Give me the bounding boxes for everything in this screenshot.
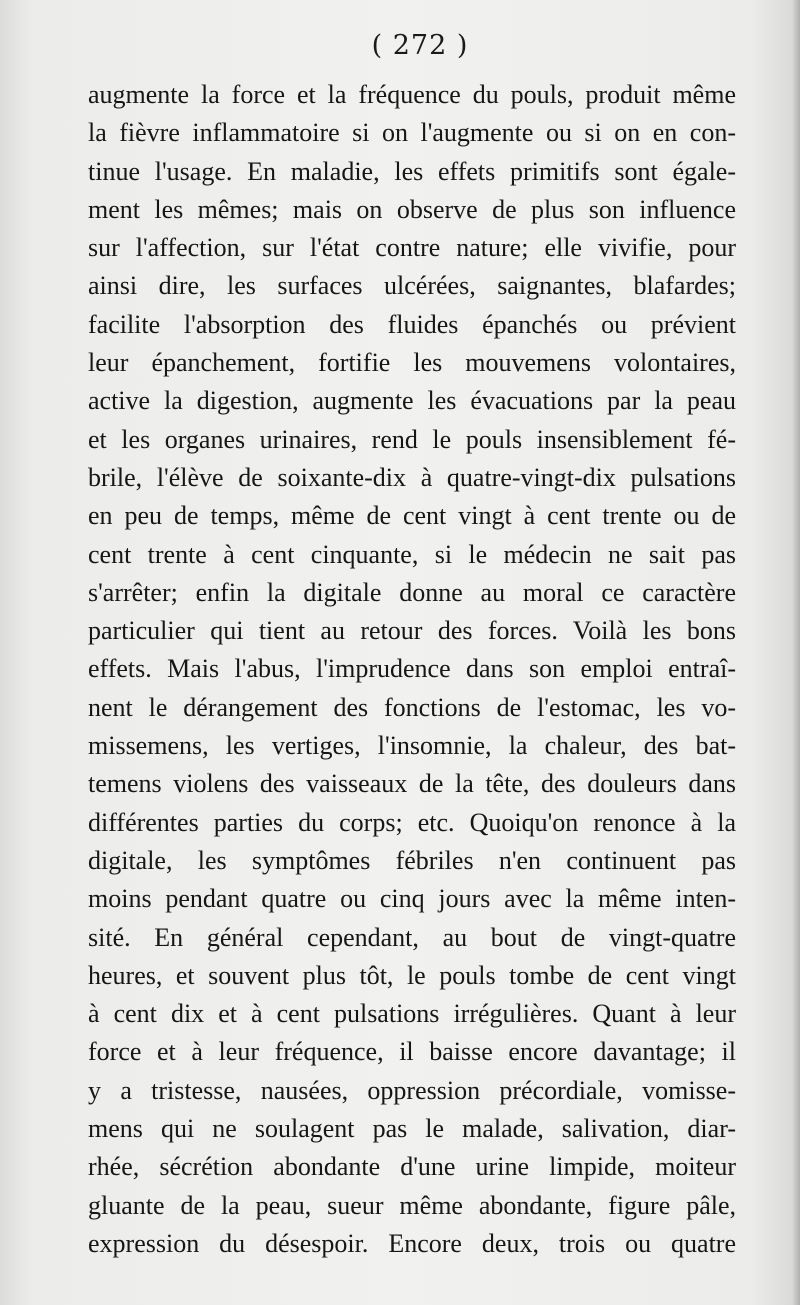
text-line: digitale, les symptômes fébriles n'en continuent pas	[88, 845, 736, 875]
text-line: y a tristesse, nausées, oppression précordiale, vomisse-	[88, 1075, 736, 1105]
text-line: active la digestion, augmente les évacuations par la peau	[88, 386, 736, 416]
text-line: moins pendant quatre ou cinq jours avec la même inten-	[88, 884, 736, 914]
text-line: gluante de la peau, sueur même abondante, figure pâle,	[88, 1190, 736, 1220]
text-line: s'arrêter; enfin la digitale donne au moral ce caractère	[88, 577, 736, 607]
text-line: particulier qui tient au retour des forces. Voilà les bons	[88, 616, 736, 646]
text-line: missemens, les vertiges, l'insomnie, la chaleur, des bat-	[88, 731, 736, 761]
text-line: expression du désespoir. Encore deux, trois ou quatre	[88, 1228, 736, 1258]
page-number: ( 272 )	[371, 30, 469, 61]
text-line: temens violens des vaisseaux de la tête, des douleurs dans	[88, 769, 736, 799]
text-line: leur épanchement, fortifie les mouvemens volontaires,	[88, 348, 736, 378]
text-line: la fièvre inflammatoire si on l'augmente ou si on en con-	[88, 118, 736, 148]
text-line: facilite l'absorption des fluides épanchés ou prévient	[88, 309, 736, 339]
text-line: sité. En général cependant, au bout de vingt-quatre	[88, 922, 736, 952]
text-line: différentes parties du corps; etc. Quoiqu'on renonce à la	[88, 807, 736, 837]
text-line: cent trente à cent cinquante, si le médecin ne sait pas	[88, 539, 736, 569]
text-line: nent le dérangement des fonctions de l'estomac, les vo-	[88, 692, 736, 722]
body-text	[88, 76, 736, 1263]
text-line: augmente la force et la fréquence du pouls, produit même	[88, 80, 736, 109]
text-line: force et à leur fréquence, il baisse encore davantage; il	[88, 1037, 736, 1067]
text-line: mens qui ne soulagent pas le malade, salivation, diar-	[88, 1114, 736, 1144]
text-line: tinue l'usage. En maladie, les effets primitifs sont égale-	[88, 156, 736, 186]
text-line: à cent dix et à cent pulsations irrégulières. Quant à leur	[88, 999, 736, 1029]
text-line: et les organes urinaires, rend le pouls insensiblement fé-	[88, 424, 736, 454]
text-line: heures, et souvent plus tôt, le pouls tombe de cent vingt	[88, 960, 736, 990]
text-line: ment les mêmes; mais on observe de plus son influence	[88, 194, 736, 224]
text-line: en peu de temps, même de cent vingt à cent trente ou de	[88, 501, 736, 531]
page-edge-shadow	[792, 0, 800, 1305]
text-line: effets. Mais l'abus, l'imprudence dans son emploi entraî-	[88, 654, 736, 684]
text-line: ainsi dire, les surfaces ulcérées, saignantes, blafardes;	[88, 271, 736, 301]
text-line: rhée, sécrétion abondante d'une urine limpide, moiteur	[88, 1152, 736, 1182]
text-line: brile, l'élève de soixante-dix à quatre-vingt-dix pulsations	[88, 462, 736, 492]
text-line: sur l'affection, sur l'état contre nature; elle vivifie, pour	[88, 233, 736, 263]
